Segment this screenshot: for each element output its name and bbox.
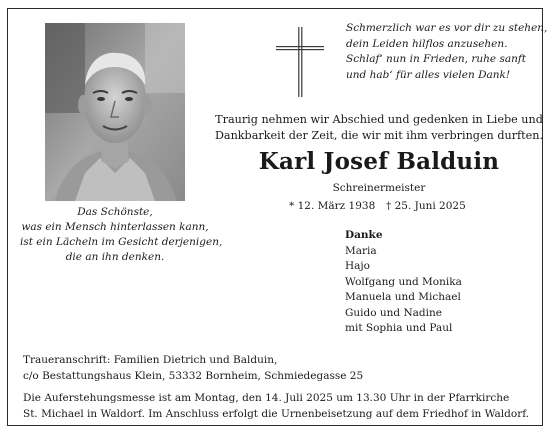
- mourner-name: Hajo: [345, 260, 370, 272]
- mourner-name: Guido und Nadine: [345, 306, 442, 319]
- mourner-name: Wolfgang und Monika: [345, 275, 462, 288]
- mourner-name: mit Sophia und Paul: [345, 322, 453, 334]
- mourning-address: [23, 353, 523, 384]
- portrait-photo: [45, 23, 185, 201]
- quote-right-line: und hab‘ für alles vielen Dank!: [346, 68, 511, 81]
- quote-left-line: die an ihn denken.: [65, 251, 165, 263]
- quote-left-line: was ein Mensch hinterlassen kann,: [21, 221, 209, 233]
- cross-icon: [276, 27, 324, 97]
- birth-date: * 12. März 1938: [289, 200, 376, 212]
- quote-left-line: Das Schönste,: [77, 206, 153, 218]
- mourner-name: Maria: [345, 244, 377, 257]
- death-date: † 25. Juni 2025: [386, 200, 466, 212]
- deceased-name: Karl Josef Balduin: [258, 148, 500, 175]
- service-line: St. Michael in Waldorf. Im Anschluss erfolgt die Urnenbeisetzung auf dem Friedhof in Waldorf.: [23, 407, 530, 420]
- thanks-list: [345, 228, 535, 337]
- quote-right-line: Schmerzlich war es vor dir zu stehen,: [346, 22, 548, 34]
- quote-right-line: Schlaf‘ nun in Frieden, ruhe sanft: [346, 53, 526, 65]
- farewell-line: Dankbarkeit der Zeit, die wir mit ihm verbringen durften.: [214, 129, 544, 142]
- service-line: Die Auferstehungsmesse ist am Montag, den 14. Juli 2025 um 13.30 Uhr in der Pfarrkirche: [23, 392, 510, 404]
- quote-left-line: ist ein Lächeln im Gesicht derjenigen,: [20, 236, 223, 248]
- address-line: c/o Bestattungshaus Klein, 53332 Bornheim, Schmiedegasse 25: [23, 369, 364, 382]
- mourner-name: Manuela und Michael: [345, 291, 461, 303]
- address-line: Traueranschrift: Familien Dietrich und Balduin,: [23, 354, 278, 366]
- farewell-line: Traurig nehmen wir Abschied und gedenken in Liebe und: [215, 113, 543, 126]
- thanks-heading: Danke: [345, 229, 383, 241]
- memorial-quote-right: [346, 21, 546, 83]
- deceased-profession: Schreinermeister: [332, 182, 426, 194]
- service-info: [23, 391, 538, 422]
- memorial-quote-left: [20, 205, 223, 265]
- quote-right-line: dein Leiden hilflos anzusehen.: [346, 37, 508, 50]
- farewell-text: [214, 112, 544, 144]
